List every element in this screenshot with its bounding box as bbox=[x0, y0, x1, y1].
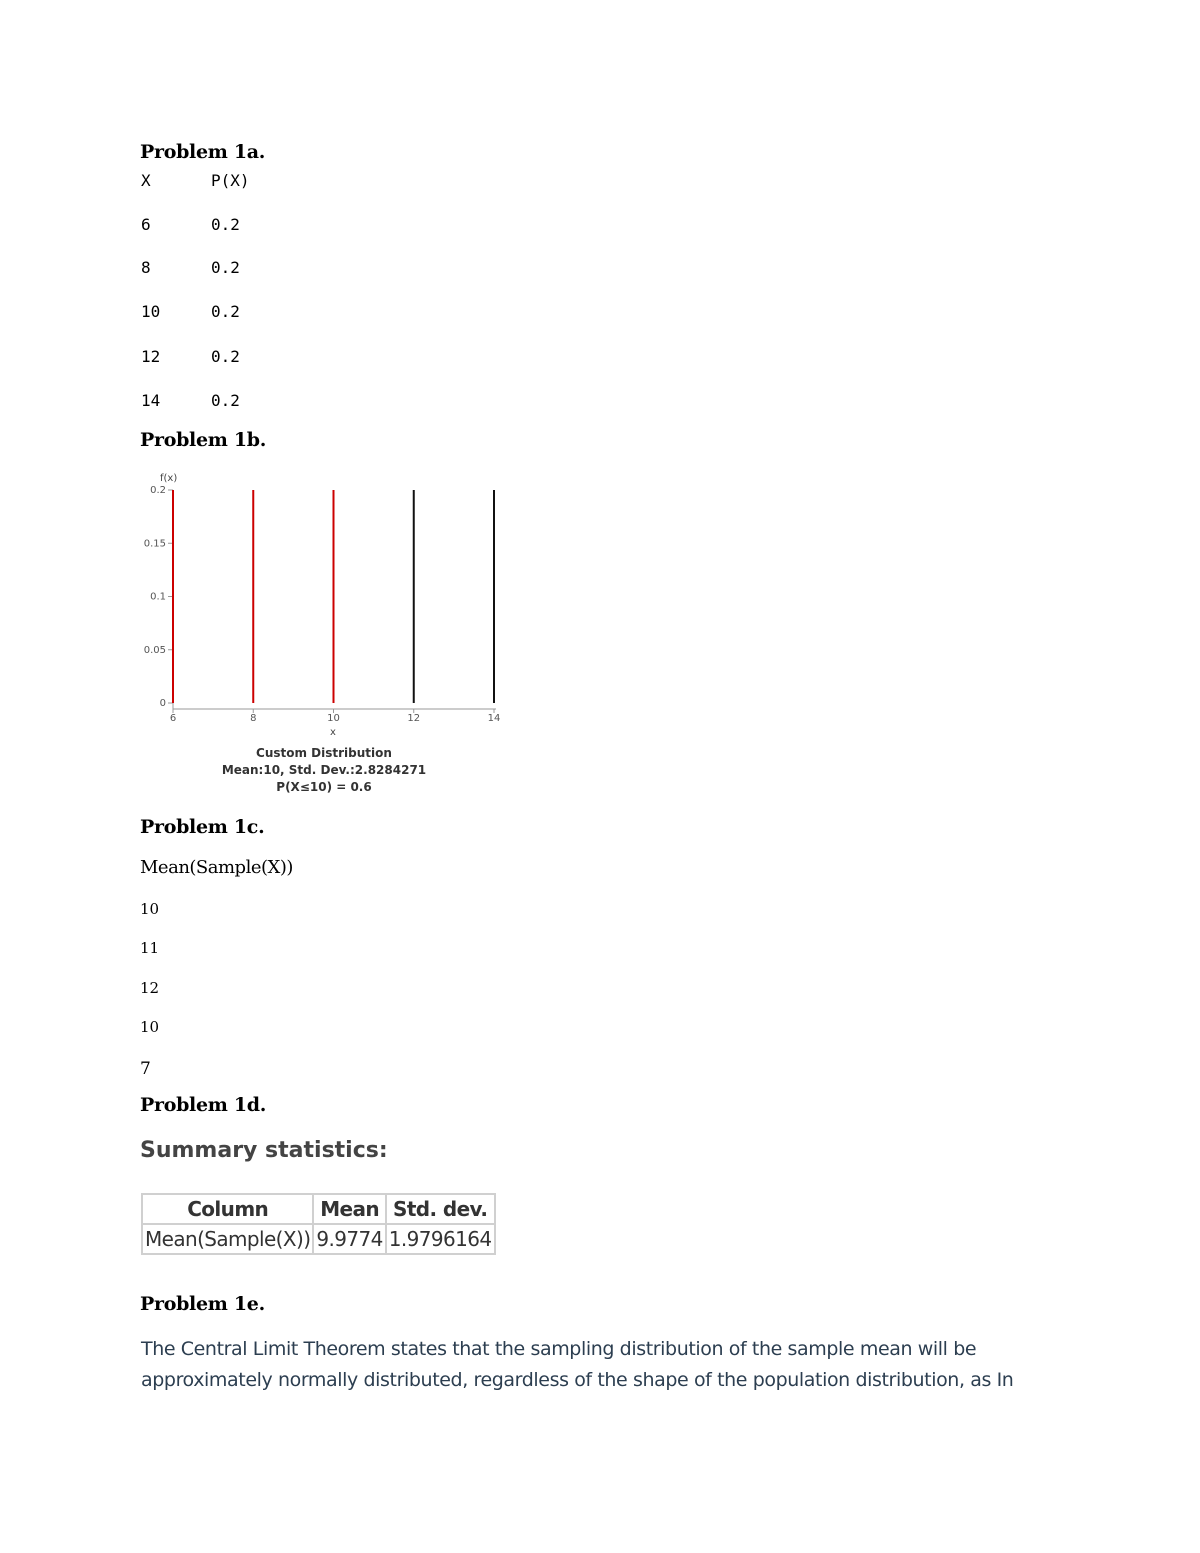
cell-std-dev: 1.9796164 bbox=[386, 1224, 495, 1254]
problem-1e-heading: Problem 1e. bbox=[140, 1293, 265, 1315]
table-row-p: 0.2 bbox=[211, 215, 240, 234]
table-row-x: 12 bbox=[141, 347, 161, 366]
x-tick-label: 10 bbox=[327, 713, 340, 724]
list-item: 12 bbox=[140, 979, 160, 997]
clt-paragraph: The Central Limit Theorem states that the sampling distribution of the sample mean will be approximately normally distributed, regardless of the shape of the population distribution, as In bbox=[141, 1338, 1014, 1391]
chart-ylabel: f(x) bbox=[160, 473, 178, 484]
table-row-p: 0.2 bbox=[211, 391, 240, 410]
sample-mean-label: Mean(Sample(X)) bbox=[140, 857, 293, 878]
table-row-x: 6 bbox=[141, 215, 151, 234]
y-tick-label: 0.05 bbox=[143, 644, 166, 656]
chart-caption-probability: P(X≤10) = 0.6 bbox=[276, 780, 372, 794]
table-row-x: 8 bbox=[141, 258, 151, 277]
x-tick-label: 6 bbox=[169, 713, 177, 724]
x-tick-label: 14 bbox=[487, 713, 501, 724]
summary-statistics-table bbox=[141, 1193, 496, 1255]
header-std-dev: Std. dev. bbox=[386, 1194, 495, 1224]
list-item: 11 bbox=[140, 939, 160, 957]
problem-1b-heading: Problem 1b. bbox=[140, 429, 267, 451]
table-row-x: 10 bbox=[141, 302, 161, 321]
cell-column-name: Mean(Sample(X)) bbox=[142, 1224, 313, 1254]
y-tick-label: 0.2 bbox=[150, 485, 166, 496]
table-row bbox=[142, 1224, 495, 1254]
chart-caption-title: Custom Distribution bbox=[256, 746, 392, 760]
summary-statistics-title: Summary statistics: bbox=[140, 1138, 388, 1163]
table-header-row bbox=[142, 1194, 495, 1224]
distribution-chart bbox=[140, 468, 520, 798]
cell-mean: 9.9774 bbox=[313, 1224, 385, 1254]
table-row-x: 14 bbox=[141, 391, 161, 410]
y-tick-label: 0.15 bbox=[143, 538, 166, 550]
y-tick-label: 0 bbox=[159, 698, 166, 709]
header-mean: Mean bbox=[313, 1194, 385, 1224]
header-column: Column bbox=[142, 1194, 313, 1224]
column-header-x: X bbox=[141, 171, 151, 190]
list-item: 10 bbox=[140, 1018, 160, 1036]
list-item: 7 bbox=[140, 1059, 151, 1079]
x-tick-label: 8 bbox=[250, 713, 257, 724]
x-tick-label: 12 bbox=[407, 713, 421, 724]
problem-1a-heading: Problem 1a. bbox=[140, 141, 266, 163]
chart-caption-stats: Mean:10, Std. Dev.:2.8284271 bbox=[221, 763, 427, 777]
table-row-p: 0.2 bbox=[211, 258, 240, 277]
list-item: 10 bbox=[140, 900, 160, 918]
table-row-p: 0.2 bbox=[211, 302, 240, 321]
problem-1c-heading: Problem 1c. bbox=[140, 816, 265, 838]
y-tick-label: 0.1 bbox=[150, 591, 166, 603]
chart-xlabel: x bbox=[330, 727, 336, 738]
table-row-p: 0.2 bbox=[211, 347, 240, 366]
column-header-p: P(X) bbox=[211, 171, 250, 190]
problem-1d-heading: Problem 1d. bbox=[140, 1094, 267, 1116]
